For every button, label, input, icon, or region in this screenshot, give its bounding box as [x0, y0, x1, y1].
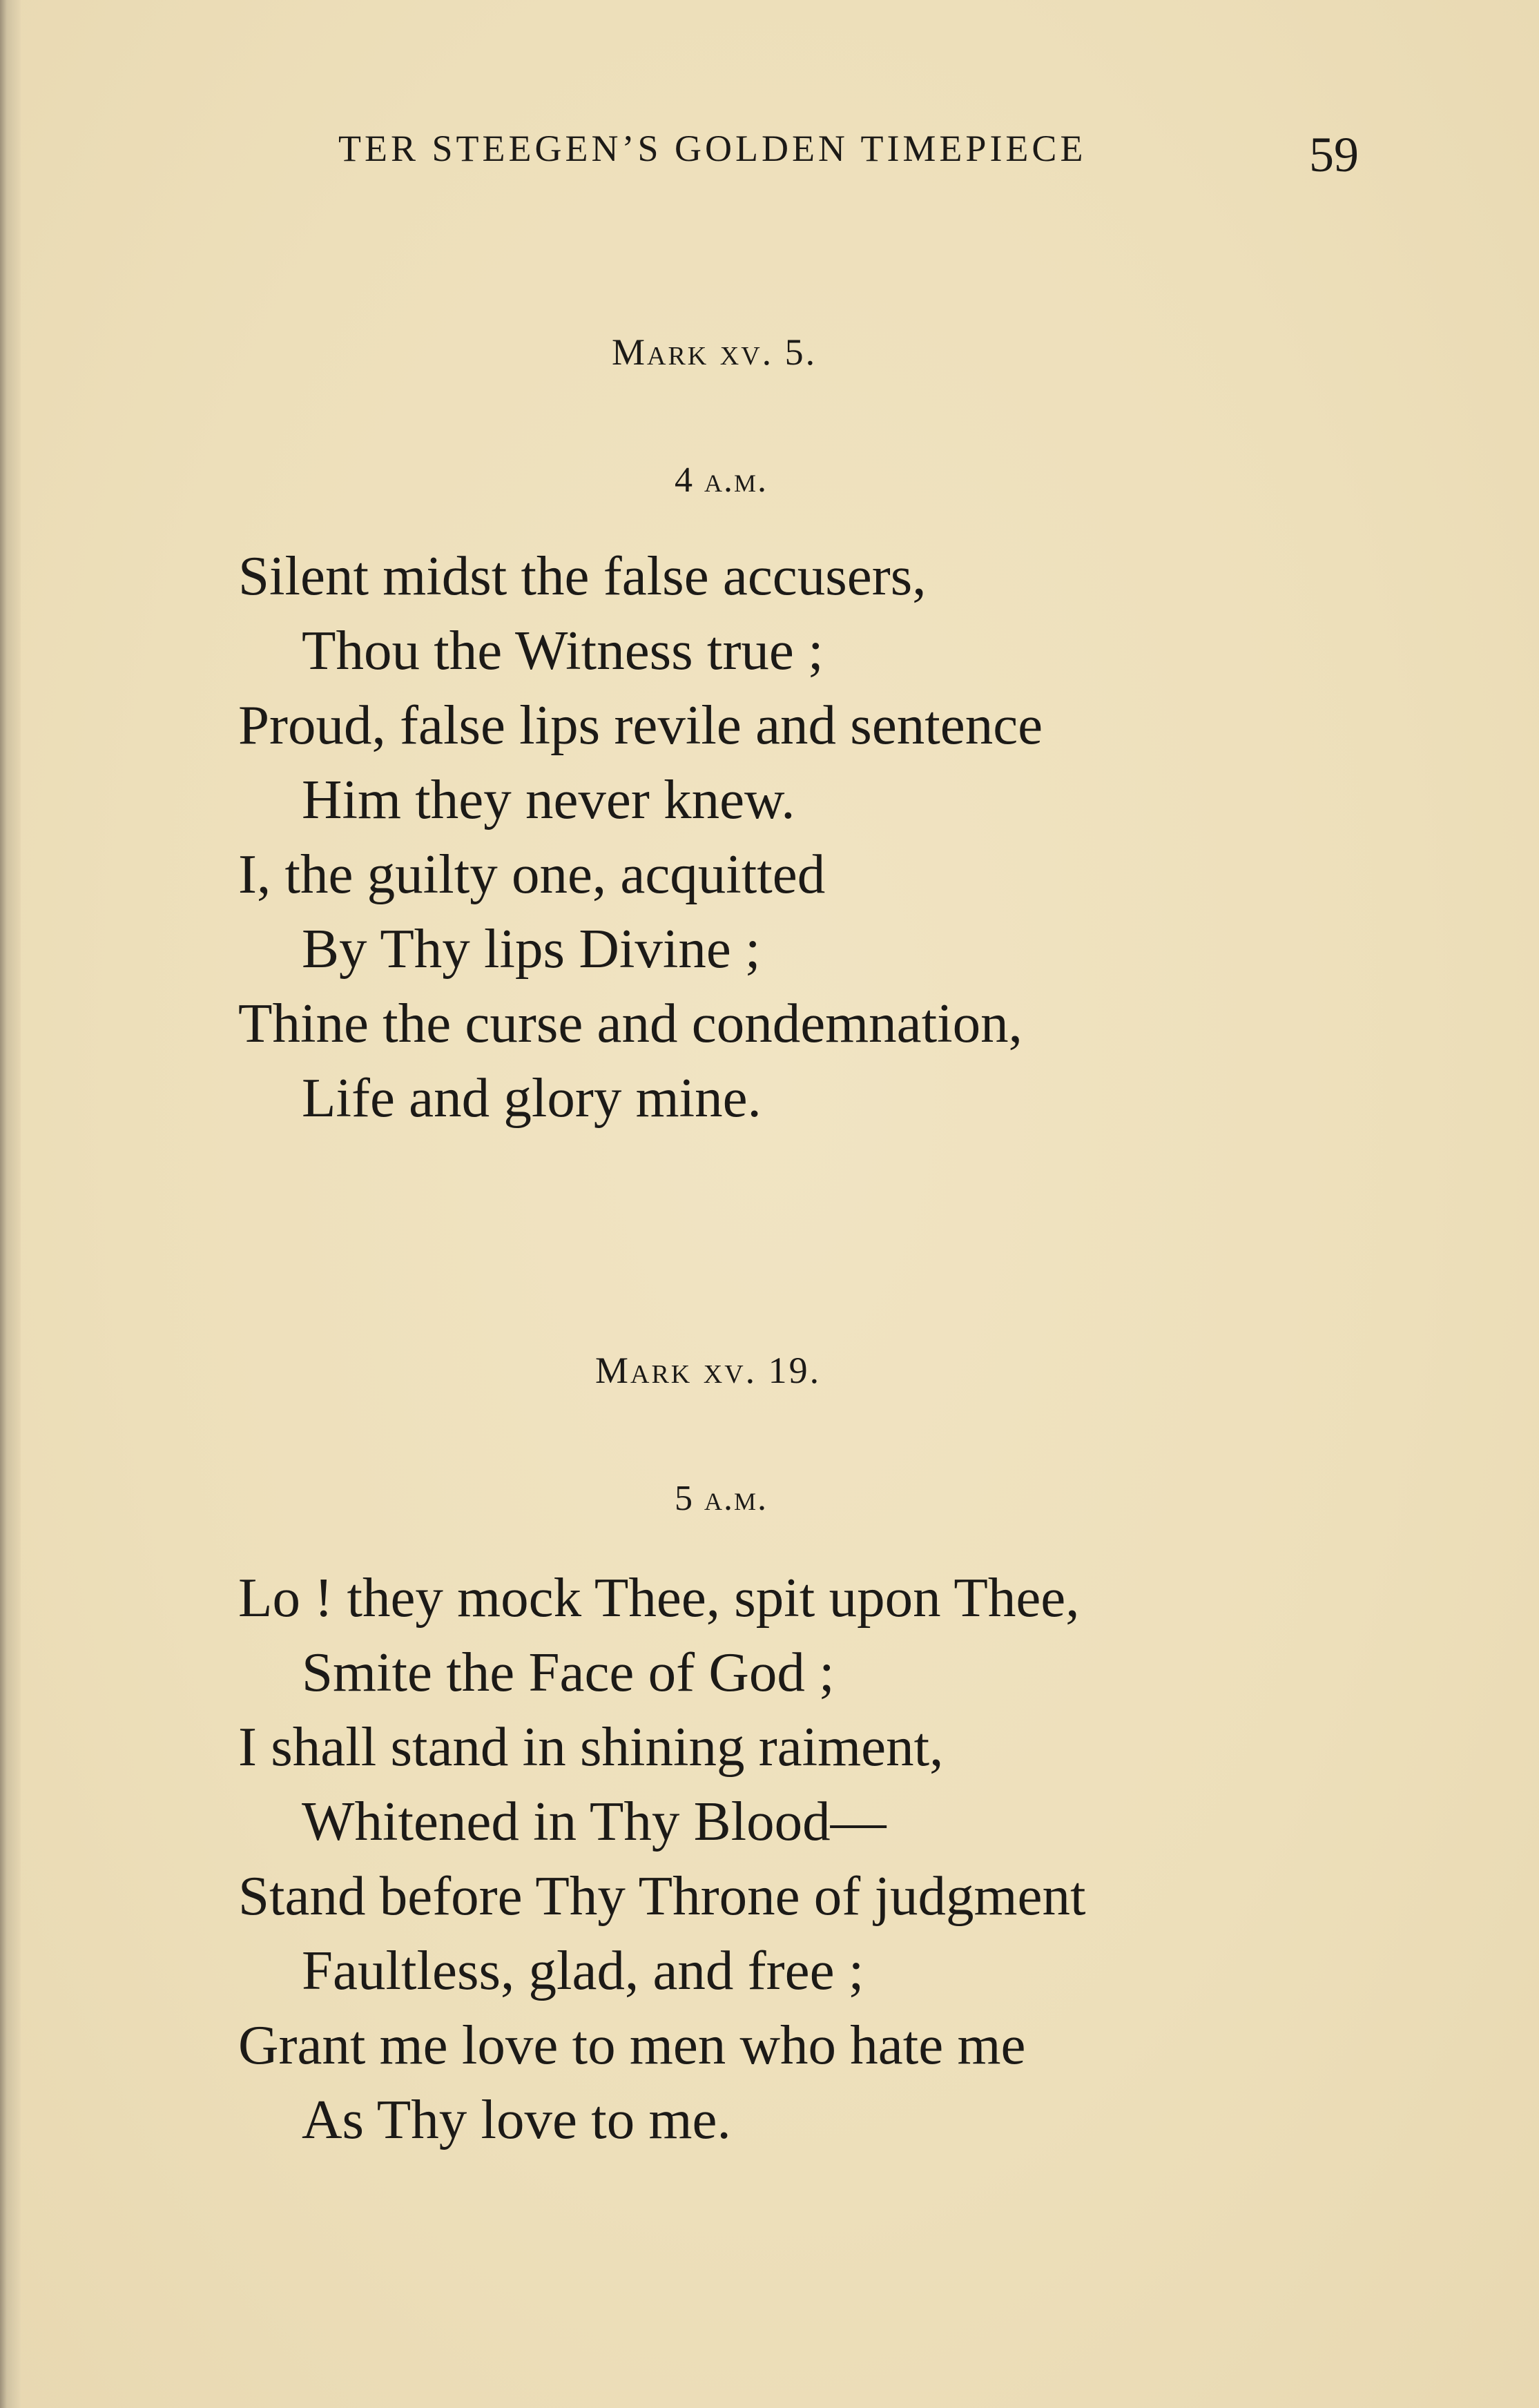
- running-head: TER STEEGEN’S GOLDEN TIMEPIECE: [338, 128, 1087, 169]
- section-2-verse: [238, 1560, 1086, 2157]
- verse-line: Thou the Witness true ;: [302, 619, 824, 681]
- verse-line: By Thy lips Divine ;: [302, 917, 761, 980]
- verse-line: Faultless, glad, and free ;: [302, 1939, 864, 2001]
- section-1-verse: [238, 538, 1043, 1135]
- binding-edge: [0, 0, 21, 2408]
- verse-line: Life and glory mine.: [302, 1067, 762, 1129]
- section-2-reference: Mark xv. 19.: [595, 1350, 822, 1391]
- section-1-reference: Mark xv. 5.: [612, 331, 817, 373]
- verse-line: Stand before Thy Throne of judgment: [238, 1865, 1086, 1927]
- verse-line: I shall stand in shining raiment,: [238, 1716, 944, 1778]
- verse-line: Smite the Face of God ;: [302, 1641, 835, 1703]
- page-number: 59: [1309, 127, 1359, 182]
- verse-line: Him they never knew.: [302, 768, 795, 831]
- verse-line: As Thy love to me.: [302, 2088, 731, 2150]
- verse-line: Whitened in Thy Blood—: [302, 1790, 887, 1852]
- verse-line: I, the guilty one, acquitted: [238, 843, 826, 905]
- verse-line: Silent midst the false accusers,: [238, 545, 927, 607]
- verse-line: Proud, false lips revile and sentence: [238, 694, 1043, 756]
- verse-line: Grant me love to men who hate me: [238, 2014, 1026, 2076]
- verse-line: Thine the curse and condemnation,: [238, 992, 1023, 1054]
- section-1-time: 4 a.m.: [675, 460, 768, 500]
- verse-line: Lo ! they mock Thee, spit upon Thee,: [238, 1566, 1080, 1629]
- section-2-time: 5 a.m.: [675, 1479, 768, 1518]
